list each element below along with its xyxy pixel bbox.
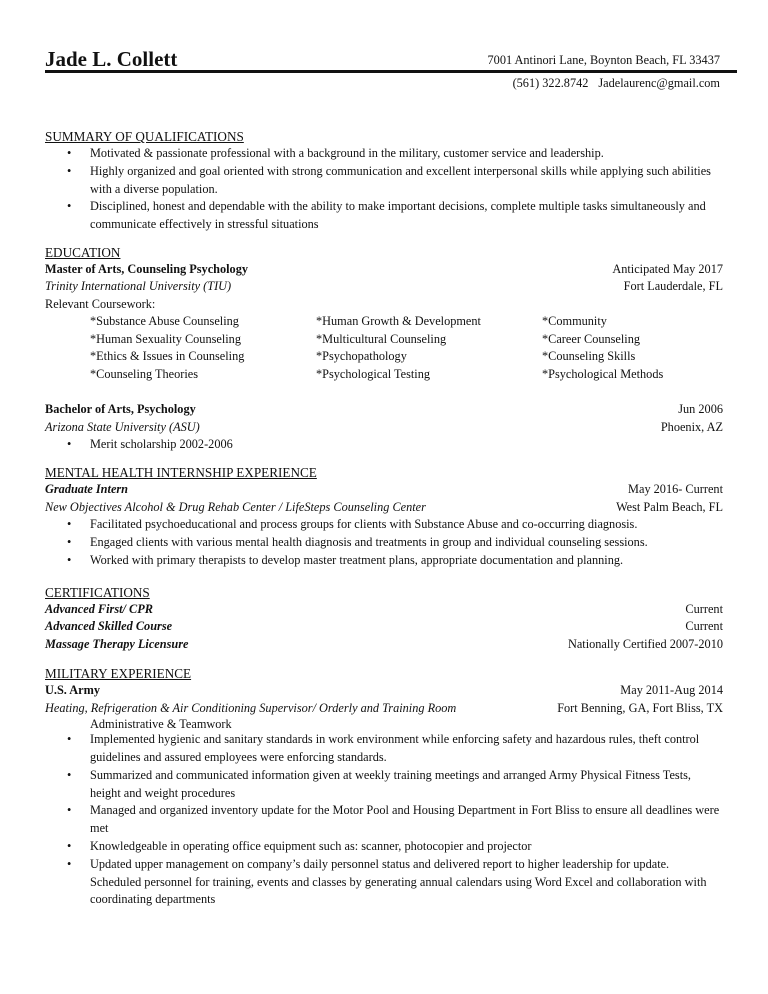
list-item: • Disciplined, honest and dependable with the ability to make important decisions, complete multiple tasks simultaneously and communicate effectively in stressful situations <box>45 198 723 234</box>
internship-date: May 2016- Current <box>628 482 723 497</box>
internship-list <box>45 516 723 569</box>
summary-title: SUMMARY OF QUALIFICATIONS <box>45 129 244 144</box>
address: 7001 Antinori Lane, Boynton Beach, FL 33437 <box>487 53 720 67</box>
masters-location: Fort Lauderdale, FL <box>623 279 723 294</box>
course-item: *Psychological Methods <box>542 366 664 381</box>
education-section <box>45 244 723 454</box>
cert-status: Current <box>685 601 723 616</box>
military-list <box>45 731 723 909</box>
email: Jadelaurenc@gmail.com <box>598 76 720 90</box>
coursework-grid <box>45 313 723 383</box>
military-branch: U.S. Army <box>45 683 100 698</box>
masters-degree: Master of Arts, Counseling Psychology <box>45 261 249 276</box>
bachelors-list <box>45 436 723 454</box>
education-title: EDUCATION <box>45 244 121 260</box>
course-item: *Human Sexuality Counseling <box>90 331 241 346</box>
masters-school: Trinity International University (TIU) <box>45 279 232 294</box>
course-item: *Ethics & Issues in Counseling <box>90 349 245 364</box>
cert-status: Current <box>685 619 723 634</box>
bachelors-degree: Bachelor of Arts, Psychology <box>45 402 196 417</box>
contact-line <box>513 76 720 91</box>
internship-location: West Palm Beach, FL <box>616 499 723 514</box>
coursework-label: Relevant Coursework: <box>45 296 156 311</box>
list-item: • Engaged clients with various mental health diagnosis and treatments in group and individual counseling sessions. <box>45 534 723 552</box>
cert-status: Nationally Certified 2007-2010 <box>567 636 723 651</box>
course-item: *Multicultural Counseling <box>316 331 447 346</box>
list-item: • Updated upper management on company’s daily personnel status and delivered report to higher leadership for update. Scheduled personnel for training, events and classes by generating annual calendars using Word Excel and collaboration with coordinating departments <box>45 856 723 909</box>
resume-body <box>45 128 723 909</box>
course-item: *Counseling Theories <box>90 366 199 381</box>
course-item: *Substance Abuse Counseling <box>90 314 239 329</box>
internship-title: MENTAL HEALTH INTERNSHIP EXPERIENCE <box>45 465 317 481</box>
internship-section <box>45 464 723 569</box>
list-item: • Motivated & passionate professional with a background in the military, customer service and leadership. <box>45 145 723 163</box>
course-item: *Psychological Testing <box>316 366 431 381</box>
internship-org: New Objectives Alcohol & Drug Rehab Center / LifeSteps Counseling Center <box>45 499 426 514</box>
list-item: • Knowledgeable in operating office equipment such as: scanner, photocopier and projector <box>45 838 723 856</box>
certifications-section <box>45 584 723 654</box>
masters-date: Anticipated May 2017 <box>612 261 723 276</box>
military-role: Heating, Refrigeration & Air Conditioning Supervisor/ Orderly and Training Room <box>45 700 457 715</box>
military-location: Fort Benning, GA, Fort Bliss, TX <box>557 700 723 715</box>
header-rule <box>45 70 737 73</box>
course-item: *Counseling Skills <box>542 349 636 364</box>
summary-list <box>45 145 723 234</box>
resume-header <box>45 46 737 92</box>
cert-name: Advanced Skilled Course <box>45 619 173 634</box>
list-item: • Merit scholarship 2002-2006 <box>45 436 723 454</box>
list-item: • Managed and organized inventory update for the Motor Pool and Housing Department in Fort Bliss to ensure all deadlines were met <box>45 802 723 838</box>
military-date: May 2011-Aug 2014 <box>620 683 723 698</box>
list-item: • Summarized and communicated information given at weekly training meetings and arranged Army Physical Fitness Tests, height and weight procedures <box>45 767 723 803</box>
phone: (561) 322.8742 <box>512 76 589 90</box>
course-item: *Psychopathology <box>316 349 407 364</box>
list-item: • Facilitated psychoeducational and process groups for clients with Substance Abuse and co-occurring diagnosis. <box>45 516 723 534</box>
internship-role: Graduate Intern <box>45 482 129 497</box>
list-item: • Highly organized and goal oriented with strong communication and excellent interpersonal skills while applying such abilities with a diverse population. <box>45 163 723 199</box>
cert-name: Advanced First/ CPR <box>45 601 153 616</box>
list-item: • Worked with primary therapists to develop master treatment plans, appropriate documentation and planning. <box>45 552 723 570</box>
military-section <box>45 665 723 909</box>
bachelors-date: Jun 2006 <box>678 402 723 417</box>
certifications-title: CERTIFICATIONS <box>45 584 150 600</box>
candidate-name: Jade L. Collett <box>45 47 178 71</box>
course-item: *Community <box>542 314 607 329</box>
course-item: *Human Growth & Development <box>316 314 481 329</box>
cert-name: Massage Therapy Licensure <box>45 636 189 651</box>
summary-section <box>45 128 723 234</box>
military-role-cont: Administrative & Teamwork <box>90 717 232 732</box>
bachelors-school: Arizona State University (ASU) <box>45 419 200 434</box>
course-item: *Career Counseling <box>542 331 641 346</box>
list-item: • Implemented hygienic and sanitary standards in work environment while enforcing safety and hazardous rules, theft control guidelines and assured employees were enforcing standards. <box>45 731 723 767</box>
bachelors-location: Phoenix, AZ <box>660 419 723 434</box>
military-title: MILITARY EXPERIENCE <box>45 666 192 682</box>
